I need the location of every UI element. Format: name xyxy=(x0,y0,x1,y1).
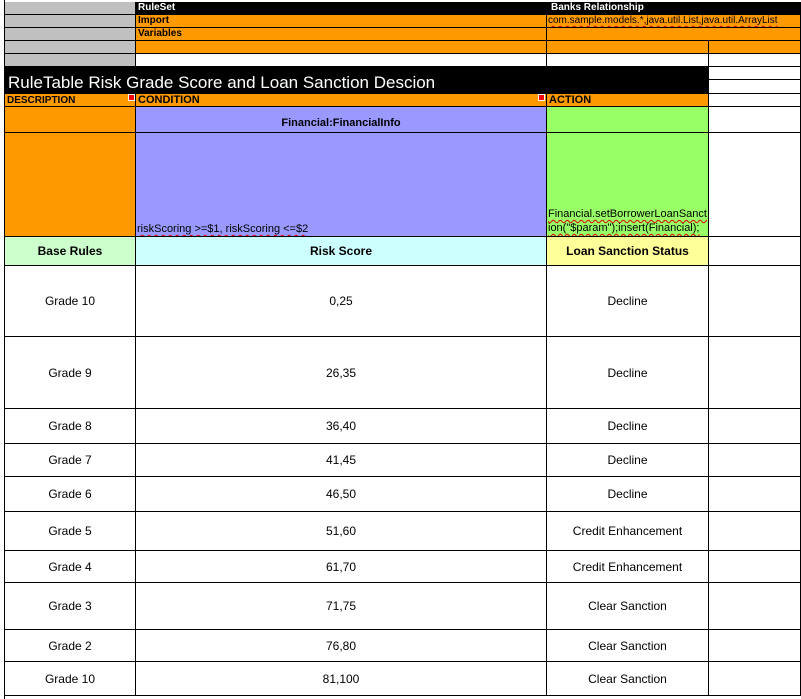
grade-cell[interactable]: Grade 10 xyxy=(5,662,136,696)
comment-marker-icon[interactable] xyxy=(128,94,135,101)
ruleset-label-cell[interactable]: RuleSet xyxy=(136,2,547,15)
grade-cell[interactable]: Grade 5 xyxy=(5,512,136,551)
condition-label-cell[interactable] xyxy=(136,94,547,107)
grade-cell[interactable]: Grade 8 xyxy=(5,409,136,444)
cell-d4[interactable] xyxy=(709,41,801,54)
cell-a3[interactable] xyxy=(5,28,136,41)
status-cell[interactable]: Decline xyxy=(547,409,709,444)
cell-a8[interactable] xyxy=(5,107,136,133)
loan-status-header[interactable]: Loan Sanction Status xyxy=(547,237,709,266)
status-cell[interactable]: Clear Sanction xyxy=(547,630,709,662)
grade-cell[interactable]: Grade 4 xyxy=(5,551,136,583)
action-code-text: Financial.setBorrowerLoanSanction("$param");insert(Financial); xyxy=(548,208,707,234)
empty-cell[interactable] xyxy=(709,477,801,512)
cell-c4[interactable] xyxy=(547,41,709,54)
score-cell[interactable]: 26,35 xyxy=(136,337,547,409)
object-type-text xyxy=(281,117,400,129)
cell-a9[interactable] xyxy=(5,133,136,237)
cell-a1[interactable] xyxy=(5,2,136,15)
cell-a2[interactable] xyxy=(5,15,136,28)
score-cell[interactable]: 36,40 xyxy=(136,409,547,444)
import-value-cell[interactable] xyxy=(547,15,801,28)
score-cell[interactable]: 81,100 xyxy=(136,662,547,696)
description-label-cell[interactable] xyxy=(5,94,136,107)
score-cell[interactable]: 0,25 xyxy=(136,266,547,337)
score-cell[interactable]: 51,60 xyxy=(136,512,547,551)
empty-cell[interactable] xyxy=(709,551,801,583)
condition-label: CONDITION xyxy=(138,94,200,106)
variables-value-cell[interactable] xyxy=(547,28,801,41)
score-cell[interactable]: 61,70 xyxy=(136,551,547,583)
status-cell[interactable]: Decline xyxy=(547,477,709,512)
description-label: DESCRIPTION xyxy=(7,95,76,106)
status-cell[interactable]: Decline xyxy=(547,266,709,337)
ruleset-value-cell[interactable]: Banks Relationship xyxy=(547,2,801,15)
action-code-cell[interactable] xyxy=(547,133,709,237)
empty-cell[interactable] xyxy=(709,266,801,337)
score-cell[interactable]: 76,80 xyxy=(136,630,547,662)
score-cell[interactable]: 41,45 xyxy=(136,444,547,477)
cell-b4[interactable] xyxy=(136,41,547,54)
cell-d9[interactable] xyxy=(709,133,801,237)
cell-a4[interactable] xyxy=(5,41,136,54)
empty-cell[interactable] xyxy=(709,444,801,477)
status-cell[interactable]: Decline xyxy=(547,337,709,409)
action-label-cell[interactable]: ACTION xyxy=(547,94,709,107)
status-cell[interactable]: Clear Sanction xyxy=(547,583,709,630)
risk-score-header[interactable]: Risk Score xyxy=(136,237,547,266)
grade-cell[interactable]: Grade 2 xyxy=(5,630,136,662)
import-label-cell[interactable]: Import xyxy=(136,15,547,28)
status-cell[interactable]: Credit Enhancement xyxy=(547,551,709,583)
score-cell[interactable]: 71,75 xyxy=(136,583,547,630)
ruletable-title-cell[interactable]: RuleTable Risk Grade Score and Loan Sanction Descion xyxy=(5,67,709,94)
cell-d5[interactable] xyxy=(709,54,801,67)
condition-code-text: riskScoring >=$1, riskScoring <=$2 xyxy=(137,223,309,235)
object-type-value: Financial:FinancialInfo xyxy=(281,116,401,129)
empty-cell[interactable] xyxy=(709,662,801,696)
status-cell[interactable]: Clear Sanction xyxy=(547,662,709,696)
variables-label-cell[interactable]: Variables xyxy=(136,28,547,41)
cell-d6a[interactable] xyxy=(709,67,801,80)
object-type-cell[interactable] xyxy=(136,107,547,133)
cell-c5[interactable] xyxy=(547,54,709,67)
empty-cell[interactable] xyxy=(709,630,801,662)
cell-c8[interactable] xyxy=(547,107,709,133)
grade-cell[interactable]: Grade 3 xyxy=(5,583,136,630)
empty-cell[interactable] xyxy=(709,337,801,409)
cell-d10[interactable] xyxy=(709,237,801,266)
empty-cell[interactable] xyxy=(709,583,801,630)
cell-d7[interactable] xyxy=(709,94,801,107)
empty-cell[interactable] xyxy=(709,409,801,444)
status-cell[interactable]: Credit Enhancement xyxy=(547,512,709,551)
import-value-text: com.sample.models.*,java.util.List,java.util.ArrayList xyxy=(548,15,778,26)
base-rules-header[interactable]: Base Rules xyxy=(5,237,136,266)
cell-a5[interactable] xyxy=(5,54,136,67)
grade-cell[interactable]: Grade 6 xyxy=(5,477,136,512)
status-cell[interactable]: Decline xyxy=(547,444,709,477)
cell-b5[interactable] xyxy=(136,54,547,67)
comment-marker-icon[interactable] xyxy=(538,94,545,101)
grade-cell[interactable]: Grade 10 xyxy=(5,266,136,337)
grade-cell[interactable]: Grade 9 xyxy=(5,337,136,409)
condition-code-cell[interactable] xyxy=(136,133,547,237)
cell-d6b[interactable] xyxy=(709,80,801,94)
cell-d8[interactable] xyxy=(709,107,801,133)
empty-cell[interactable] xyxy=(709,512,801,551)
grade-cell[interactable]: Grade 7 xyxy=(5,444,136,477)
score-cell[interactable]: 46,50 xyxy=(136,477,547,512)
